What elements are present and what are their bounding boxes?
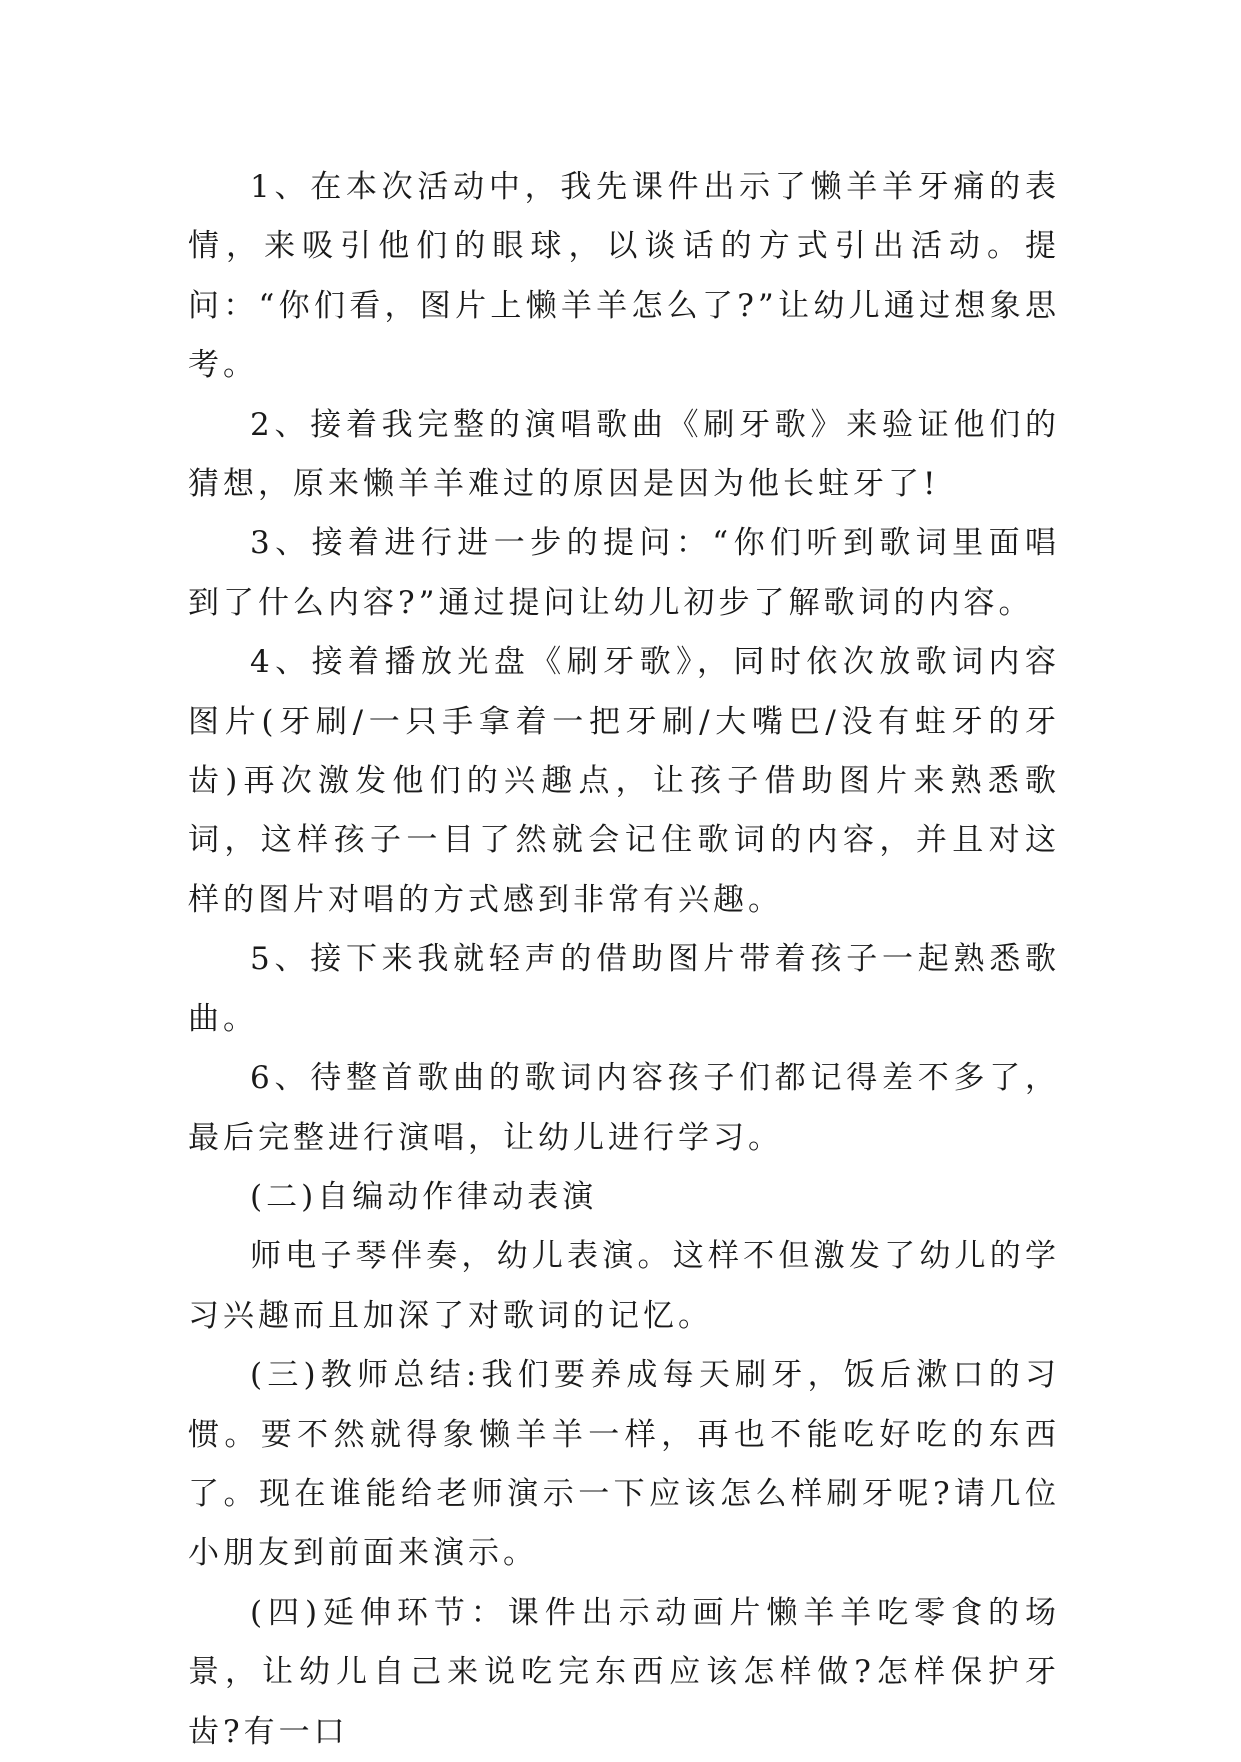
paragraph-6: 6、待整首歌曲的歌词内容孩子们都记得差不多了，最后完整进行演唱，让幼儿进行学习。 (188, 1060, 1060, 1156)
section-heading-2: (二)自编动作律动表演 (250, 1178, 598, 1215)
section-heading-4: (四)延伸环节：课件出示动画片懒羊羊吃零食的场景，让幼儿自己来说吃完东西应该怎样做?怎样保护牙齿?有一口 (188, 1594, 1060, 1750)
paragraph-7: 师电子琴伴奏，幼儿表演。这样不但激发了幼儿的学习兴趣而且加深了对歌词的记忆。 (188, 1238, 1060, 1334)
paragraph-3: 3、接着进行进一步的提问：“你们听到歌词里面唱到了什么内容?”通过提问让幼儿初步了解歌词的内容。 (188, 525, 1060, 621)
paragraph-2: 2、接着我完整的演唱歌曲《刷牙歌》来验证他们的猜想，原来懒羊羊难过的原因是因为他长蛀牙了! (188, 406, 1060, 503)
paragraph-1: 1、在本次活动中，我先课件出示了懒羊羊牙痛的表情，来吸引他们的眼球，以谈话的方式引出活动。提问：“你们看，图片上懒羊羊怎么了?”让幼儿通过想象思考。 (188, 169, 1060, 384)
paragraph-4: 4、接着播放光盘《刷牙歌》，同时依次放歌词内容图片(牙刷/一只手拿着一把牙刷/大嘴巴/没有蛀牙的牙齿)再次激发他们的兴趣点，让孩子借助图片来熟悉歌词，这样孩子一目了然就会记住歌词的内容，并且对这样的图片对唱的方式感到非常有兴趣。 (188, 644, 1060, 918)
paragraph-5: 5、接下来我就轻声的借助图片带着孩子一起熟悉歌曲。 (188, 941, 1060, 1037)
section-heading-3: (三)教师总结:我们要养成每天刷牙，饭后漱口的习惯。要不然就得象懒羊羊一样，再也不能吃好吃的东西了。现在谁能给老师演示一下应该怎么样刷牙呢?请几位小朋友到前面来演示。 (188, 1357, 1060, 1572)
body-text (188, 158, 1060, 1762)
